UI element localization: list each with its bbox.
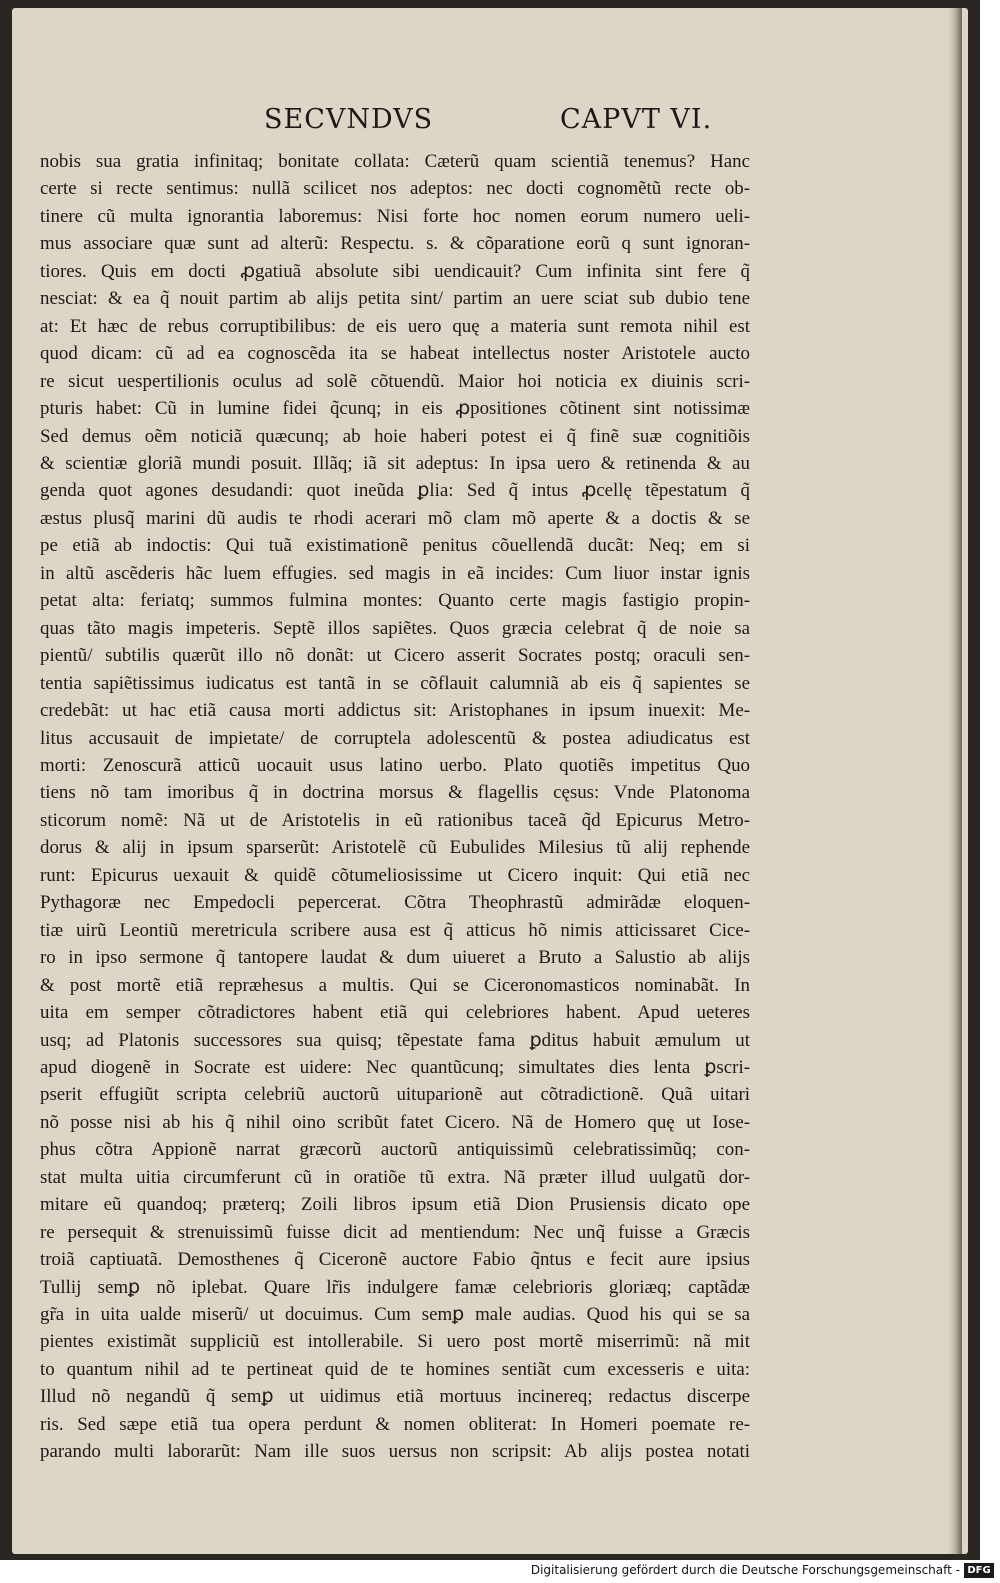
text-line: pientes existimãt suppliciũ est intollerabile. Si uero post mortẽ miserrimũ: nã mit [40,1331,750,1353]
text-line: tinere cũ multa ignorantia laboremus: Nisi forte hoc nomen eorum numero ueli- [40,205,750,227]
text-line: quas tãto magis impeteris. Septẽ illos sapiẽtes. Quos græcia celebrat q̃ de noie sa [40,617,750,639]
text-line: morti: Zenoscurã atticũ uocauit usus latino uerbo. Plato quotiẽs impetitus Quo [40,754,750,776]
text-line: ris. Sed sæpe etiã tua opera perdunt & nomen obliterat: In Homeri poemate re- [40,1413,750,1435]
header-right: CAPVT VI. [560,104,713,135]
text-line: æstus plusq̃ marini dũ audis te rhodi acerari mõ clam mõ aperte & a doctis & se [40,507,750,529]
text-line: tentia sapiẽtissimus iudicatus est tantã in se cõflauit calumniã ab eis q̃ sapientes se [40,672,750,694]
text-line: tiæ uirũ Leontiũ meretricula scribere ausa est q̃ atticus hõ nimis atticissaret Cice- [40,919,750,941]
text-line: stat multa uitia circumferunt cũ in oratiõe tũ extra. Nã præter illud uulgatũ dor- [40,1166,750,1188]
text-line: apud diogenẽ in Socrate est uidere: Nec quantũcunq; simultates dies lenta ꝑscri- [40,1056,750,1078]
text-line: certe si recte sentimus: nullã scilicet nos adeptos: nec docti cognomẽtũ recte ob- [40,178,750,200]
text-line: petat alta: feriatq; summos fulmina montes: Quanto certe magis fastigio propin- [40,590,750,612]
text-line: Sed demus oẽm noticiã quæcunq; ab hoie haberi potest ei q̃ finẽ suæ cognitiõis [40,425,750,447]
dfg-logo: DFG [964,1563,994,1578]
text-line: re persequit & strenuissimũ fuisse dicit ad mentiendum: Nec unq̃ fuisse a Græcis [40,1221,750,1243]
text-line: ro in ipso sermone q̃ tantopere laudat & dum uiueret a Bruto a Salustio ab alijs [40,947,750,969]
text-line: usq; ad Platonis successores sua quisq; tẽpestate fama ꝑditus habuit æmulum ut [40,1029,750,1051]
text-line: to quantum nihil ad te pertineat quid de te homines sentiãt cum excesseris e uita: [40,1358,750,1380]
text-line: pientũ/ subtilis quærũt illo nõ donãt: ut Cicero asserit Socrates postq; oraculi sen- [40,645,750,667]
text-line: tiens nõ tam imoribus q̃ in doctrina morsus & flagellis cęsus: Vnde Platonoma [40,782,750,804]
page-gutter-shadow [948,8,962,1554]
text-line: nesciat: & ea q̃ nouit partim ab alijs petita sint/ partim an uere sciat sub dubio tene [40,288,750,310]
text-line: credebãt: ut hac etiã causa morti addictus sit: Aristophanes in ipsum inuexit: Me- [40,700,750,722]
text-line: nobis sua gratia infinitaq; bonitate collata: Cæterũ quam scientiã tenemus? Hanc [40,151,750,172]
text-line: litus accusauit de impietate/ de corruptela adolescentũ & postea adiudicatus est [40,727,750,749]
text-line: pserit effugiũt scripta celebriũ auctorũ uituparionẽ aut cõtradictionẽ. Quã uitari [40,1084,750,1106]
text-line: tiores. Quis em docti ꝓgatiuã absolute sibi uendicauit? Cum infinita sint fere q̃ [40,260,750,282]
running-header [12,104,968,144]
book-page [12,8,968,1554]
text-line: Pythagoræ nec Empedocli pepercerat. Cõtra Theophrastũ admirãdæ eloquen- [40,892,750,914]
text-line: at: Et hæc de rebus corruptibilibus: de eis uero quę a materia sunt remota nihil est [40,315,750,337]
text-line: sticorum nomẽ: Nã ut de Aristotelis in eũ rationibus taceã q̃d Epicurus Metro- [40,809,750,831]
text-line: quod dicam: cũ ad ea cognoscẽda ita se habeat intellectus noster Aristotele aucto [40,343,750,365]
body-text [40,148,750,1466]
text-line: pturis habet: Cũ in lumine fidei q̃cunq; in eis ꝓpositiones cõtinent sint notissimæ [40,398,750,420]
text-line: Tullij semꝑ nõ iplebat. Quare lr̃is indulgere famæ celebrioris gloriæq; captãdæ [40,1276,750,1298]
text-line: & post mortẽ etiã repræhesus a multis. Qui se Ciceronomasticos nominabãt. In [40,974,750,996]
footer-credit: Digitalisierung gefördert durch die Deutsche Forschungsgemeinschaft - [530,1563,960,1577]
text-line: gr̃a in uita ualde miserũ/ ut docuimus. Cum semꝑ male audias. Quod his qui se sa [40,1304,750,1326]
text-line: dorus & alij in ipsum sparserũt: Aristotelẽ cũ Eubulides Milesius tũ alij rephende [40,837,750,859]
text-line: in altũ ascẽderis hãc luem effugies. sed magis in eã incides: Cum liuor instar ignis [40,562,750,584]
text-line: re sicut uespertilionis oculus ad solẽ cõtuendũ. Maior hoi noticia ex diuinis scri- [40,370,750,392]
text-line: phus cõtra Appionẽ narrat græcorũ auctorũ antiquissimũ celebratissimũq; con- [40,1139,750,1161]
text-line: runt: Epicurus uexauit & quidẽ cõtumeliosissime ut Cicero inquit: Qui etiã nec [40,864,750,886]
text-line: mitare eũ quandoq; præterq; Zoili libros ipsum etiã Dion Prusiensis dicato ope [40,1194,750,1216]
header-left: SECVNDVS [264,104,434,135]
text-line: troiã captiuatã. Demosthenes q̃ Ciceronẽ auctore Fabio q̃ntus e fecit aure ipsius [40,1249,750,1271]
footer-bar [0,1560,1000,1583]
text-line: mus associare quæ sunt ad alterũ: Respectu. s. & cõparatione eorũ q sunt ignoran- [40,233,750,255]
text-line: & scientiæ gloriã mundi posuit. Illãq; iã sit adeptus: In ipsa uero & retinenda & au [40,452,750,474]
text-line: nõ posse nisi ab his q̃ nihil oino scribũt fatet Cicero. Nã de Homero quę ut Iose- [40,1111,750,1133]
text-line: uita em semper cõtradictores habent etiã qui celebriores habent. Apud ueteres [40,1002,750,1024]
text-line: Illud nõ negandũ q̃ semꝑ ut uidimus etiã mortuus incinereq; redactus discerpe [40,1386,750,1408]
text-line: parando multi laborarũt: Nam ille suos uersus non scripsit: Ab alijs postea notati [40,1441,750,1463]
text-line: genda quot agones desudandi: quot ineũda ꝑlia: Sed q̃ intus ꝓcellę tẽpestatum q̃ [40,480,750,502]
text-line: pe etiã ab indoctis: Qui tuã existimationẽ penitus cõuellendã ducãt: Neq; em si [40,535,750,557]
